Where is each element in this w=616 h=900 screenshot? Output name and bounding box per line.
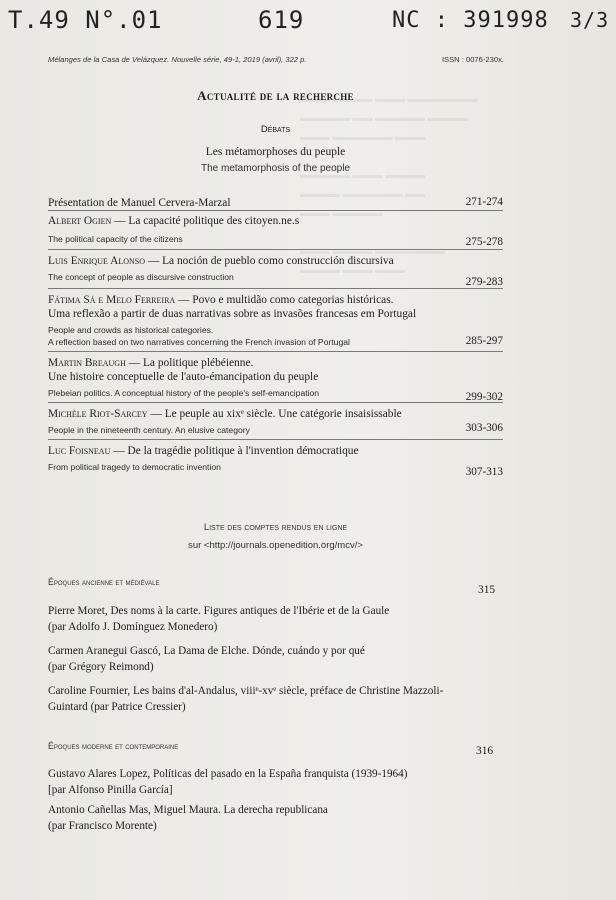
review-reviewer: [par Alfonso Pinilla García] <box>48 783 173 796</box>
review-entry <box>48 803 503 834</box>
divider <box>48 351 503 352</box>
period-heading-modern: Époques moderne et contemporaine <box>48 741 179 751</box>
review-entry <box>48 604 503 635</box>
handwritten-nc: NC : 391998 <box>392 8 549 33</box>
period-page: 316 <box>476 745 494 757</box>
toc-pages: 307-313 <box>465 466 503 478</box>
review-book: Pierre Moret, Des noms à la carte. Figures antiques de l'Ibérie et de la Gaule <box>48 605 390 617</box>
toc-pages: 299-302 <box>465 391 503 403</box>
issn: ISSN : 0076-230x. <box>441 55 504 64</box>
show-through-text: ▬▬▬ ▬▬▬▬ ▬▬▬ ▬▬▬▬▬▬▬ ▬▬▬▬▬ ▬▬ ▬▬▬▬▬ ▬▬▬▬ ▬▬▬ ▬▬▬▬▬▬ ▬▬▬ ▬▬▬▬▬ ▬▬▬ ▬▬▬▬ ▬▬▬▬ ▬▬▬▬▬▬ ▬▬ ▬▬▬ ▬▬▬▬▬ ▬▬▬ ▬▬▬▬ ▬▬▬▬▬▬▬ ▬▬▬▬ ▬▬▬ ▬▬▬ <box>300 94 478 276</box>
toc-entry-riot-sarcey: Michèle Riot-Sarcey — Le peuple au xixᵉ siècle. Une catégorie insaisissable People in the nineteenth century. An elusive category 303-306 <box>48 408 503 435</box>
toc-title: La capacité politique des citoyen.ne.s <box>128 215 300 227</box>
toc-author: Martin Breaugh <box>48 357 126 369</box>
journal-header <box>48 55 504 64</box>
review-entry <box>48 644 503 675</box>
toc-subtitle: From political tragedy to democratic invention <box>48 462 221 472</box>
divider <box>48 249 503 250</box>
toc-entry-ogien: Albert Ogien — La capacité politique des citoyen.ne.s The political capacity of the citizens 275-278 <box>48 215 503 248</box>
period-page: 315 <box>478 584 496 596</box>
toc-entry-foisneau: Luc Foisneau — De la tragédie politique à l'invention démocratique From political tragedy to democratic invention 307-313 <box>48 445 503 478</box>
divider <box>48 439 503 440</box>
toc-entry-presentation <box>48 196 503 210</box>
period-heading-ancient: Époques ancienne et médiévale <box>48 577 160 587</box>
toc-pages: 303-306 <box>465 422 503 434</box>
review-reviewer: Guintard (par Patrice Cressier) <box>48 700 186 713</box>
divider <box>48 210 503 211</box>
toc-subtitle: Plebeian politics. A conceptual history of the people's self-emancipation <box>48 388 320 398</box>
toc-subtitle-cont: A reflection based on two narratives concerning the French invasion of Portugal <box>48 337 350 347</box>
journal-citation: Mélanges de la Casa de Velázquez. Nouvelle série, 49-1, 2019 (avril), 322 p. <box>48 55 307 64</box>
section-title: Actualité de la recherche <box>197 88 354 103</box>
theme-fr: Les métamorphoses du peuple <box>205 146 346 158</box>
section-subtitle: Débats <box>260 124 291 135</box>
online-reviews-url: sur <http://journals.openedition.org/mcv/> <box>188 540 363 551</box>
review-reviewer: (par Grégory Reimond) <box>48 660 154 673</box>
theme-en: The metamorphosis of the people <box>201 163 350 174</box>
toc-author: Albert Ogien <box>48 215 112 227</box>
review-reviewer: (par Francisco Morente) <box>48 819 157 832</box>
toc-entry-breaugh: Martin Breaugh — La politique plébéienne. Une histoire conceptuelle de l'auto-émancipation du peuple Plebeian politics. A conceptual history of the people's self-emancipation 299-302 <box>48 357 503 403</box>
toc-subtitle: The political capacity of the citizens <box>48 234 183 244</box>
toc-pages: 275-278 <box>465 236 503 248</box>
handwritten-fraction: 3/3 <box>570 8 610 32</box>
review-book: Caroline Fournier, Les bains d'al-Andalus, viiiᵉ-xvᵉ siècle, préface de Christine Mazzoli- <box>48 685 444 697</box>
toc-title: De la tragédie politique à l'invention démocratique <box>127 445 359 457</box>
toc-subtitle: The concept of people as discursive construction <box>48 272 234 282</box>
toc-pages: 279-283 <box>465 276 503 288</box>
toc-author: Présentation de Manuel Cervera-Marzal <box>48 197 231 209</box>
toc-entry-ferreira: Fátima Sá e Melo Ferreira — Povo e multidão como categorias históricas. Uma reflexão a partir de duas narrativas sobre as invasões francesas em Portugal People and crowds as historical categories. A reflection based on two narratives concerning the French invasion of Portugal 285-297 <box>48 294 503 347</box>
review-entry <box>48 684 503 715</box>
handwritten-reference: T.49 N°.01 <box>8 6 163 34</box>
toc-entry-alonso: Luis Enrique Alonso — La noción de pueblo como construcción discursiva The concept of people as discursive construction 279-283 <box>48 255 503 288</box>
divider <box>48 288 503 289</box>
toc-pages: 285-297 <box>465 335 503 347</box>
toc-subtitle: People in the nineteenth century. An elusive category <box>48 425 250 435</box>
toc-subtitle: People and crowds as historical categories. <box>48 325 214 335</box>
toc-pages: 271-274 <box>465 196 503 208</box>
review-book: Antonio Cañellas Mas, Miguel Maura. La derecha republicana <box>48 804 328 816</box>
divider <box>48 402 503 403</box>
toc-title-cont: Uma reflexão a partir de duas narrativas sobre as invasões francesas em Portugal <box>48 308 417 320</box>
review-reviewer: (par Adolfo J. Domínguez Monedero) <box>48 620 218 633</box>
toc-author: Michèle Riot-Sarcey <box>48 408 148 420</box>
handwritten-folio: 619 <box>258 6 305 34</box>
toc-title: Le peuple au xixᵉ siècle. Une catégorie insaisissable <box>164 408 402 420</box>
toc-title: Povo e multidão como categorias históricas. <box>192 294 394 306</box>
review-book: Carmen Aranegui Gascó, La Dama de Elche. Dónde, cuándo y por qué <box>48 645 365 657</box>
toc-title: La politique plébéienne. <box>142 357 254 369</box>
toc-author: Luis Enrique Alonso <box>48 255 145 267</box>
review-entry <box>48 767 503 798</box>
online-reviews-heading: Liste des comptes rendus en ligne <box>203 522 348 533</box>
toc-title: La noción de pueblo como construcción discursiva <box>162 255 394 267</box>
toc-author: Fátima Sá e Melo Ferreira <box>48 294 176 306</box>
toc-title-cont: Une histoire conceptuelle de l'auto-émancipation du peuple <box>48 371 319 383</box>
review-book: Gustavo Alares Lopez, Políticas del pasado en la España franquista (1939-1964) <box>48 768 408 780</box>
toc-author: Luc Foisneau <box>48 445 111 457</box>
